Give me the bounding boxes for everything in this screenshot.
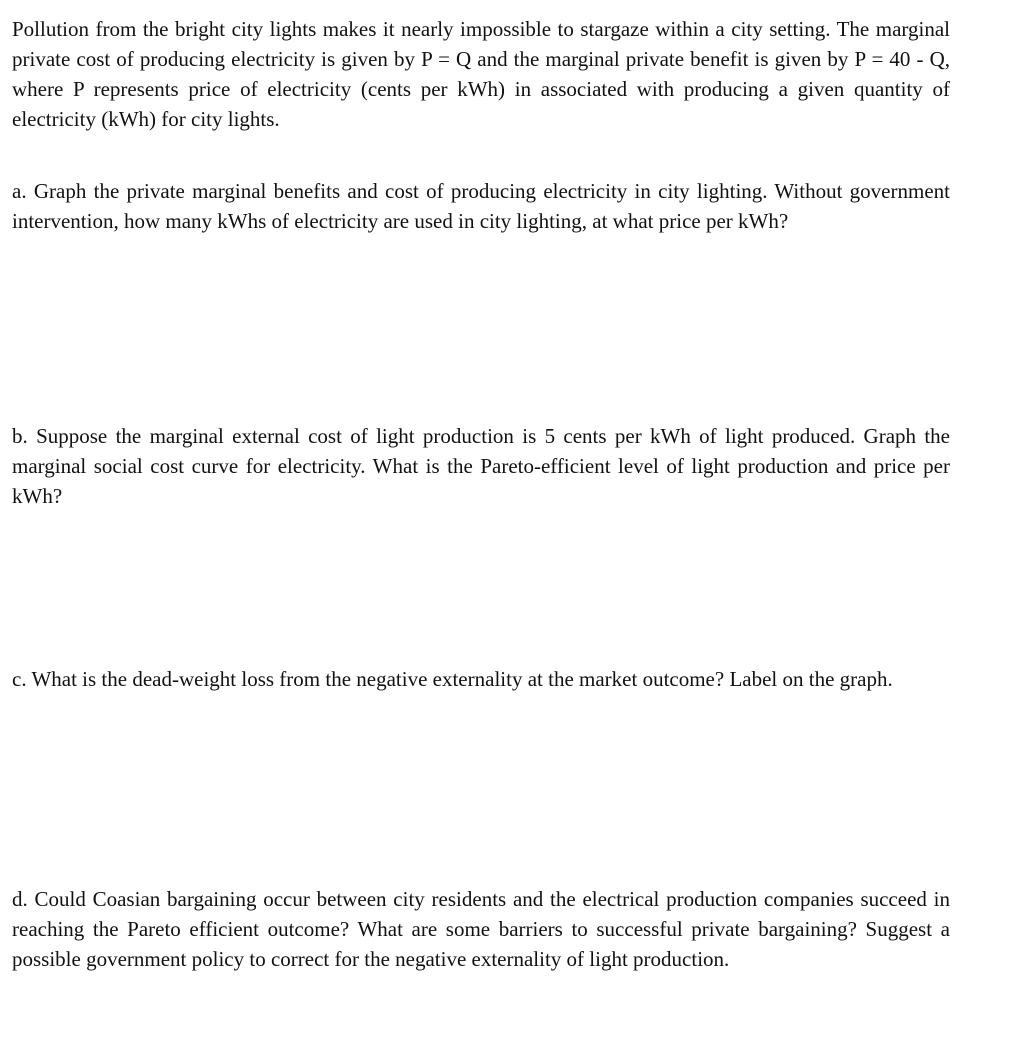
question-a: a. Graph the private marginal benefits and cost of producing electricity in city lighting. Without government intervention, how many kWhs of electricity are used in city lighting, at what price per kWh? [12,179,950,233]
intro-paragraph: Pollution from the bright city lights makes it nearly impossible to stargaze within a city setting. The marginal private cost of producing electricity is given by P = Q and the marginal private benefit is given by P = 40 - Q, where P represents price of electricity (cents per kWh) in associated with producing a given quantity of electricity (kWh) for city lights. [12,17,950,131]
question-b: b. Suppose the marginal external cost of light production is 5 cents per kWh of light produced. Graph the marginal social cost curve for electricity. What is the Pareto-efficient level of light production and price per kWh? [12,424,950,508]
question-d: d. Could Coasian bargaining occur between city residents and the electrical production companies succeed in reaching the Pareto efficient outcome? What are some barriers to successful private bargaining? Suggest a possible government policy to correct for the negative externality of light production. [12,887,950,971]
question-c: c. What is the dead-weight loss from the negative externality at the market outcome? Label on the graph. [12,667,893,691]
